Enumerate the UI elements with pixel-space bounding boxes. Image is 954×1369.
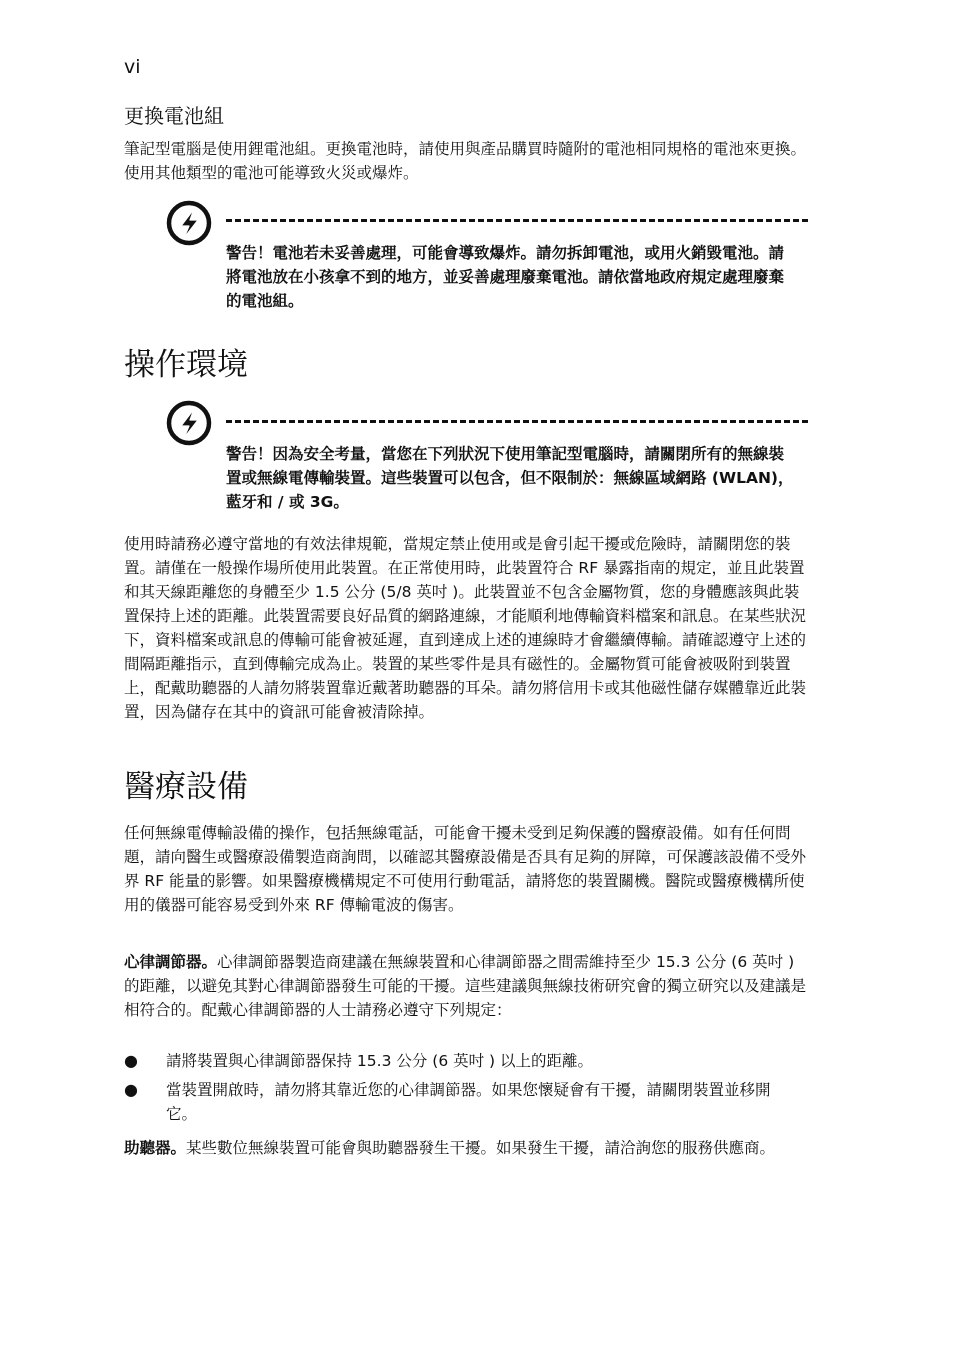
pacemaker-paragraph xyxy=(124,950,808,1022)
list-item-text: 請將裝置與心律調節器保持 15.3 公分 (6 英吋 ) 以上的距離。 xyxy=(166,1052,594,1070)
environment-paragraph: 使用時請務必遵守當地的有效法律規範，當規定禁止使用或是會引起干擾或危險時，請關閉您的裝置。請僅在一般操作場所使用此裝置。在正常使用時，此裝置符合 RF 暴露指南的規定，並且此裝置和其天線距離您的身體至少 1.5 公分 (5/8 英吋 )。此裝置並不包含金屬物質，您的身體應該與此裝置保持上述的距離。此裝置需要良好品質的網路連線，才能順利地傳輸資料檔案和訊息。在某些狀況下，資料檔案或訊息的傳輸可能會被延遲，直到達成上述的連線時才會繼續傳輸。請確認遵守上述的間隔距離指示，直到傳輸完成為止。裝置的某些零件是具有磁性的。金屬物質可能會被吸附到裝置上，配戴助聽器的人請勿將裝置靠近戴著助聽器的耳朵。請勿將信用卡或其他磁性儲存媒體靠近此裝置，因為儲存在其中的資訊可能會被清除掉。 xyxy=(124,535,807,721)
section-heading-environment: 操作環境 xyxy=(124,347,248,383)
pacemaker-label: 心律調節器。 xyxy=(124,953,218,971)
warning-lightning-icon xyxy=(165,199,213,247)
hearing-aid-text: 某些數位無線裝置可能會與助聽器發生干擾。如果發生干擾，請洽詢您的服務供應商。 xyxy=(186,1139,776,1157)
warning-divider xyxy=(226,219,808,222)
battery-warning-text: 警告！電池若未妥善處理，可能會導致爆炸。請勿拆卸電池，或用火銷毀電池。請將電池放在小孩拿不到的地方，並妥善處理廢棄電池。請依當地政府規定處理廢棄的電池組。 xyxy=(226,244,785,310)
bullet-icon: ● xyxy=(124,1051,138,1070)
bullet-icon: ● xyxy=(124,1080,138,1099)
hearing-aid-paragraph xyxy=(124,1136,808,1160)
warning-divider xyxy=(226,420,808,423)
section-heading-medical: 醫療設備 xyxy=(124,769,248,805)
pacemaker-text: 心律調節器製造商建議在無線裝置和心律調節器之間需維持至少 15.3 公分 (6 英吋 ) 的距離，以避免其對心律調節器發生可能的干擾。這些建議與無線技術研究會的獨立研究以及建議是相符合的。配戴心律調節器的人士請務必遵守下列規定： xyxy=(124,953,807,1019)
medical-paragraph: 任何無線電傳輸設備的操作，包括無線電話，可能會干擾未受到足夠保護的醫療設備。如有任何問題，請向醫生或醫療設備製造商詢問，以確認其醫療設備是否具有足夠的屏障，可保護該設備不受外界 RF 能量的影響。如果醫療機構規定不可使用行動電話，請將您的裝置關機。醫院或醫療機構所使用的儀器可能容易受到外來 RF 傳輸電波的傷害。 xyxy=(124,824,807,914)
list-item-text: 當裝置開啟時，請勿將其靠近您的心律調節器。如果您懷疑會有干擾，請關閉裝置並移開它。 xyxy=(166,1081,771,1123)
battery-paragraph: 筆記型電腦是使用鋰電池組。更換電池時，請使用與產品購買時隨附的電池相同規格的電池來更換。使用其他類型的電池可能導致火災或爆炸。 xyxy=(124,140,807,182)
hearing-aid-label: 助聽器。 xyxy=(124,1139,187,1157)
section-heading-battery: 更換電池組 xyxy=(124,104,224,128)
warning-lightning-icon xyxy=(165,399,213,447)
page-number: vi xyxy=(124,56,141,78)
environment-warning-text: 警告！因為安全考量，當您在下列狀況下使用筆記型電腦時，請關閉所有的無線裝置或無線電傳輸裝置。這些裝置可以包含，但不限制於：無線區域網路 (WLAN)，藍牙和 / 或 3G。 xyxy=(226,445,794,511)
